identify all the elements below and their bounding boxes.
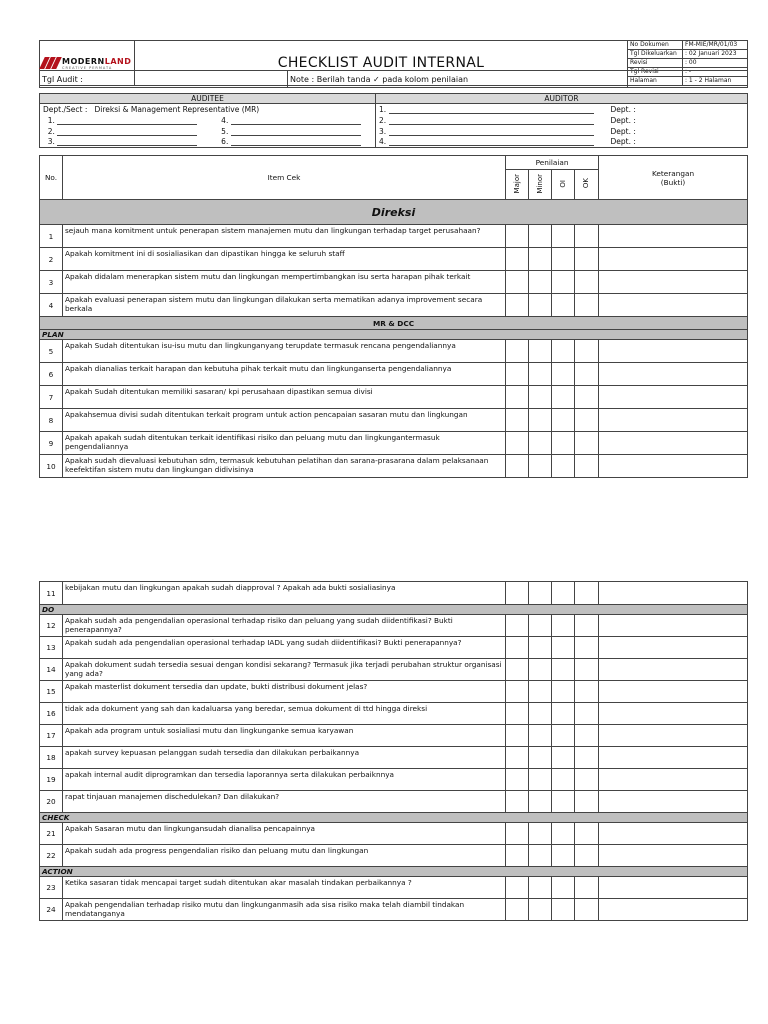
meta-value: : 1 - 2 Halaman [683,77,748,86]
col-minor-header [529,170,552,200]
auditor-name-field[interactable] [389,106,594,114]
col-oi-header [552,170,575,200]
item-number: 23 [40,877,63,899]
table-row [40,615,748,637]
major-checkbox[interactable] [506,225,529,248]
item-text: Apakah didalam menerapkan sistem mutu dan lingkungan mempertimbangkan isu serta harapan pihak terkait [63,271,506,294]
oi-checkbox[interactable] [552,725,575,747]
oi-checkbox[interactable] [552,845,575,867]
ok-checkbox[interactable] [575,899,599,921]
logo-brand: MODERN [62,56,105,66]
meta-label: No Dokumen [628,41,683,50]
item-text: Apakah dokument sudah tersedia sesuai dengan kondisi sekarang? Termasuk jika terjadi perubahan struktur organisasi yang ada? [63,659,506,681]
ok-checkbox[interactable] [575,409,599,432]
major-checkbox[interactable] [506,769,529,791]
major-checkbox[interactable] [506,725,529,747]
major-checkbox[interactable] [506,747,529,769]
keterangan-field[interactable] [599,791,748,813]
checklist-table-part1 [39,155,748,478]
table-row [40,637,748,659]
item-text: apakah internal audit diprogramkan dan tersedia laporannya serta dilakukan perbaiknnya [63,769,506,791]
auditee-auditor-block [39,93,748,148]
item-number: 20 [40,791,63,813]
blank-cell [628,71,748,88]
auditee-name-field[interactable] [231,138,361,146]
ok-checkbox[interactable] [575,791,599,813]
instruction-note: Note : Berilah tanda ✓ pada kolom penilaian [288,71,628,88]
major-checkbox[interactable] [506,637,529,659]
auditee-header: AUDITEE [40,94,376,104]
major-checkbox[interactable] [506,899,529,921]
auditee-name-field[interactable] [57,138,197,146]
keterangan-field[interactable] [599,294,748,317]
auditor-number: 2. [379,115,387,125]
oi-checkbox[interactable] [552,294,575,317]
minor-checkbox[interactable] [529,455,552,478]
ok-checkbox[interactable] [575,659,599,681]
oi-checkbox[interactable] [552,225,575,248]
keterangan-field[interactable] [599,386,748,409]
item-text: Apakah sudah ada pengendalian operasional terhadap IADL yang sudah diidentifikasi? Bukti penerapannya? [63,637,506,659]
item-number: 10 [40,455,63,478]
major-checkbox[interactable] [506,386,529,409]
section-direksi: Direksi [40,200,748,225]
col-ok-header [575,170,599,200]
major-checkbox[interactable] [506,615,529,637]
table-row [40,747,748,769]
oi-checkbox[interactable] [552,248,575,271]
item-number: 8 [40,409,63,432]
phase-do: DO [40,605,748,615]
logo-brand-accent: LAND [104,56,132,66]
keterangan-field[interactable] [599,225,748,248]
item-number: 7 [40,386,63,409]
auditee-name-field[interactable] [57,128,197,136]
minor-checkbox[interactable] [529,637,552,659]
item-text: tidak ada dokument yang sah dan kadaluarsa yang beredar, semua dokument di ttd hingga direksi [63,703,506,725]
table-row [40,432,748,455]
keterangan-field[interactable] [599,747,748,769]
major-checkbox[interactable] [506,432,529,455]
ok-checkbox[interactable] [575,248,599,271]
oi-checkbox[interactable] [552,615,575,637]
major-checkbox[interactable] [506,340,529,363]
phase-check: CHECK [40,813,748,823]
item-text: Apakah komitment ini di sosialiasikan dan dipastikan hingga ke seluruh staff [63,248,506,271]
oi-checkbox[interactable] [552,877,575,899]
auditor-name-field[interactable] [389,138,594,146]
major-checkbox[interactable] [506,845,529,867]
oi-checkbox[interactable] [552,363,575,386]
keterangan-field[interactable] [599,615,748,637]
item-number: 6 [40,363,63,386]
table-row [40,340,748,363]
section-mr-dcc: MR & DCC [40,317,748,330]
keterangan-field[interactable] [599,703,748,725]
ok-checkbox[interactable] [575,845,599,867]
item-text: Apakahsemua divisi sudah ditentukan terkait program untuk action pencapaian sasaran mutu dan lingkungan [63,409,506,432]
auditee-number: 3. [47,137,55,147]
item-number: 13 [40,637,63,659]
oi-checkbox[interactable] [552,432,575,455]
item-text: rapat tinjauan manajemen dischedulekan? Dan dilakukan? [63,791,506,813]
minor-checkbox[interactable] [529,615,552,637]
oi-checkbox[interactable] [552,899,575,921]
minor-checkbox[interactable] [529,271,552,294]
keterangan-field[interactable] [599,637,748,659]
minor-checkbox[interactable] [529,725,552,747]
minor-checkbox[interactable] [529,747,552,769]
oi-checkbox[interactable] [552,791,575,813]
oi-checkbox[interactable] [552,747,575,769]
item-text: apakah survey kepuasan pelanggan sudah tersedia dan dilakukan perbaikannya [63,747,506,769]
meta-label: Tgl Dikeluarkan [628,50,683,59]
major-checkbox[interactable] [506,455,529,478]
keterangan-field[interactable] [599,659,748,681]
major-checkbox[interactable] [506,363,529,386]
major-checkbox[interactable] [506,877,529,899]
ok-checkbox[interactable] [575,582,599,605]
ok-checkbox[interactable] [575,386,599,409]
oi-checkbox[interactable] [552,386,575,409]
item-number: 1 [40,225,63,248]
meta-label: Revisi [628,59,683,68]
keterangan-label: Keterangan [651,168,695,178]
minor-checkbox[interactable] [529,769,552,791]
table-row [40,791,748,813]
ok-checkbox[interactable] [575,432,599,455]
item-number: 15 [40,681,63,703]
major-checkbox[interactable] [506,271,529,294]
minor-checkbox[interactable] [529,791,552,813]
ok-checkbox[interactable] [575,637,599,659]
keterangan-field[interactable] [599,409,748,432]
item-text: Apakah Sudah ditentukan memiliki sasaran/ kpi perusahaan dipastikan semua divisi [63,386,506,409]
table-row [40,845,748,867]
table-row [40,225,748,248]
item-number: 19 [40,769,63,791]
col-keterangan-header [599,156,748,200]
auditee-number: 1. [47,115,55,125]
item-number: 17 [40,725,63,747]
major-checkbox[interactable] [506,823,529,845]
item-number: 24 [40,899,63,921]
keterangan-field[interactable] [599,248,748,271]
item-number: 3 [40,271,63,294]
col-major-header [506,170,529,200]
major-checkbox[interactable] [506,409,529,432]
item-text: Apakah sudah dievaluasi kebutuhan sdm, termasuk kebutuhan pelatihan dan sarana-prasarana dalam pelaksanaan keefektifan sistem mutu dan lingkungan didivisinya [63,455,506,478]
auditor-header: AUDITOR [376,94,748,104]
table-row [40,271,748,294]
auditor-dept-field[interactable]: Dept. : [610,115,636,125]
keterangan-field[interactable] [599,681,748,703]
ok-checkbox[interactable] [575,455,599,478]
keterangan-field[interactable] [599,582,748,605]
oi-checkbox[interactable] [552,659,575,681]
item-text: kebijakan mutu dan lingkungan apakah sudah diapproval ? Apakah ada bukti sosialiasinya [63,582,506,605]
table-row [40,659,748,681]
major-checkbox[interactable] [506,681,529,703]
auditee-name-field[interactable] [57,117,197,125]
keterangan-field[interactable] [599,877,748,899]
table-row [40,899,748,921]
ok-checkbox[interactable] [575,615,599,637]
auditor-number: 1. [379,104,387,114]
page-title: CHECKLIST AUDIT INTERNAL [135,41,628,86]
minor-checkbox[interactable] [529,845,552,867]
minor-checkbox[interactable] [529,248,552,271]
item-number: 11 [40,582,63,605]
table-row [40,877,748,899]
oi-checkbox[interactable] [552,681,575,703]
ok-checkbox[interactable] [575,823,599,845]
minor-checkbox[interactable] [529,877,552,899]
ok-checkbox[interactable] [575,363,599,386]
keterangan-field[interactable] [599,432,748,455]
auditee-number: 2. [47,126,55,136]
ok-checkbox[interactable] [575,703,599,725]
bukti-label: (Bukti) [660,177,686,187]
meta-label: Tgl Revisi [628,68,683,77]
auditor-number: 3. [379,126,387,136]
keterangan-field[interactable] [599,363,748,386]
minor-checkbox[interactable] [529,294,552,317]
auditor-number: 4. [379,137,387,147]
audit-info-row [39,70,748,88]
keterangan-field[interactable] [599,340,748,363]
item-text: Apakah dianalias terkait harapan dan kebutuha pihak terkait mutu dan lingkunganserta pengendaliannya [63,363,506,386]
item-text: Apakah sudah ada progress pengendalian risiko dan peluang mutu dan lingkungan [63,845,506,867]
item-number: 21 [40,823,63,845]
auditee-dept-value: Direksi & Management Representative (MR) [94,104,260,114]
keterangan-field[interactable] [599,845,748,867]
auditor-dept-field[interactable]: Dept. : [610,104,636,114]
auditee-name-field[interactable] [231,128,361,136]
item-number: 9 [40,432,63,455]
checklist-table-part2 [39,581,748,921]
keterangan-field[interactable] [599,725,748,747]
auditor-name-field[interactable] [389,117,594,125]
item-number: 16 [40,703,63,725]
keterangan-field[interactable] [599,823,748,845]
col-no-header: No. [40,156,63,200]
keterangan-field[interactable] [599,769,748,791]
audit-date-field[interactable]: Tgl Audit : [40,71,288,88]
major-checkbox[interactable] [506,659,529,681]
oi-checkbox[interactable] [552,455,575,478]
item-number: 18 [40,747,63,769]
auditor-dept-field[interactable]: Dept. : [610,126,636,136]
minor-label: Minor [535,173,544,194]
minor-checkbox[interactable] [529,899,552,921]
ok-checkbox[interactable] [575,225,599,248]
logo-mark-icon [42,57,59,69]
table-row [40,455,748,478]
minor-checkbox[interactable] [529,582,552,605]
minor-checkbox[interactable] [529,659,552,681]
major-checkbox[interactable] [506,294,529,317]
table-row [40,725,748,747]
oi-checkbox[interactable] [552,409,575,432]
phase-action: ACTION [40,867,748,877]
oi-checkbox[interactable] [552,637,575,659]
minor-checkbox[interactable] [529,225,552,248]
meta-value: : 02 Januari 2023 [683,50,748,59]
table-row [40,386,748,409]
item-number: 5 [40,340,63,363]
table-row [40,409,748,432]
auditor-dept-field[interactable]: Dept. : [610,137,636,147]
oi-checkbox[interactable] [552,703,575,725]
item-number: 2 [40,248,63,271]
item-text: Apakah sudah ada pengendalian operasional terhadap risiko dan peluang yang sudah diidentifikasi? Bukti penerapannya? [63,615,506,637]
minor-checkbox[interactable] [529,340,552,363]
auditee-number: 4. [221,115,229,125]
auditee-dept-label: Dept./Sect : [43,104,88,114]
oi-checkbox[interactable] [552,271,575,294]
item-text: Apakah masterlist dokument tersedia dan update, bukti distribusi dokument jelas? [63,681,506,703]
item-text: Apakah evaluasi penerapan sistem mutu dan lingkungan dilakukan serta mematikan adanya improvement secara berkala [63,294,506,317]
oi-checkbox[interactable] [552,582,575,605]
auditee-number: 6. [221,137,229,147]
meta-value: : - [683,68,748,77]
auditee-number: 5. [221,126,229,136]
meta-value: FM-MIE/MR/01/03 [683,41,748,50]
ok-checkbox[interactable] [575,725,599,747]
ok-checkbox[interactable] [575,271,599,294]
ok-checkbox[interactable] [575,340,599,363]
meta-value: : 00 [683,59,748,68]
major-checkbox[interactable] [506,248,529,271]
ok-checkbox[interactable] [575,769,599,791]
table-row [40,363,748,386]
table-row [40,248,748,271]
table-row [40,703,748,725]
oi-checkbox[interactable] [552,340,575,363]
col-penilaian-header: Penilaian [506,156,599,170]
table-row [40,769,748,791]
major-checkbox[interactable] [506,791,529,813]
keterangan-field[interactable] [599,455,748,478]
minor-checkbox[interactable] [529,363,552,386]
ok-checkbox[interactable] [575,681,599,703]
meta-label: Halaman [628,77,683,86]
keterangan-field[interactable] [599,899,748,921]
table-row [40,294,748,317]
auditor-name-field[interactable] [389,128,594,136]
ok-label: OK [582,178,591,189]
item-number: 12 [40,615,63,637]
item-text: Apakah Sudah ditentukan isu-isu mutu dan lingkunganyang terupdate termasuk rencana pengendaliannya [63,340,506,363]
item-text: Apakah Sasaran mutu dan lingkungansudah dianalisa pencapainnya [63,823,506,845]
auditee-name-field[interactable] [231,117,361,125]
minor-checkbox[interactable] [529,703,552,725]
item-text: sejauh mana komitment untuk penerapan sistem manajemen mutu dan lingkungan terhadap target perusahaan? [63,225,506,248]
minor-checkbox[interactable] [529,432,552,455]
ok-checkbox[interactable] [575,747,599,769]
oi-label: OI [558,179,567,188]
item-number: 4 [40,294,63,317]
major-label: Major [512,173,521,194]
minor-checkbox[interactable] [529,681,552,703]
ok-checkbox[interactable] [575,294,599,317]
minor-checkbox[interactable] [529,386,552,409]
minor-checkbox[interactable] [529,823,552,845]
item-number: 22 [40,845,63,867]
item-text: Apakah ada program untuk sosialiasi mutu dan lingkunganke semua karyawan [63,725,506,747]
major-checkbox[interactable] [506,582,529,605]
item-text: Apakah apakah sudah ditentukan terkait identifikasi risiko dan peluang mutu dan lingkungantermasuk pengendaliannya [63,432,506,455]
col-item-header: Item Cek [63,156,506,200]
phase-plan: PLAN [40,330,748,340]
item-text: Apakah pengendalian terhadap risiko mutu dan lingkunganmasih ada sisa risiko maka telah diambil tindakan mendatanganya [63,899,506,921]
item-text: Ketika sasaran tidak mencapai target sudah ditentukan akar masalah tindakan perbaikannya ? [63,877,506,899]
minor-checkbox[interactable] [529,409,552,432]
ok-checkbox[interactable] [575,877,599,899]
item-number: 14 [40,659,63,681]
logo-tagline: CREATIVE PERMATA [62,65,113,70]
oi-checkbox[interactable] [552,823,575,845]
table-row [40,582,748,605]
table-row [40,823,748,845]
oi-checkbox[interactable] [552,769,575,791]
keterangan-field[interactable] [599,271,748,294]
major-checkbox[interactable] [506,703,529,725]
table-row [40,681,748,703]
